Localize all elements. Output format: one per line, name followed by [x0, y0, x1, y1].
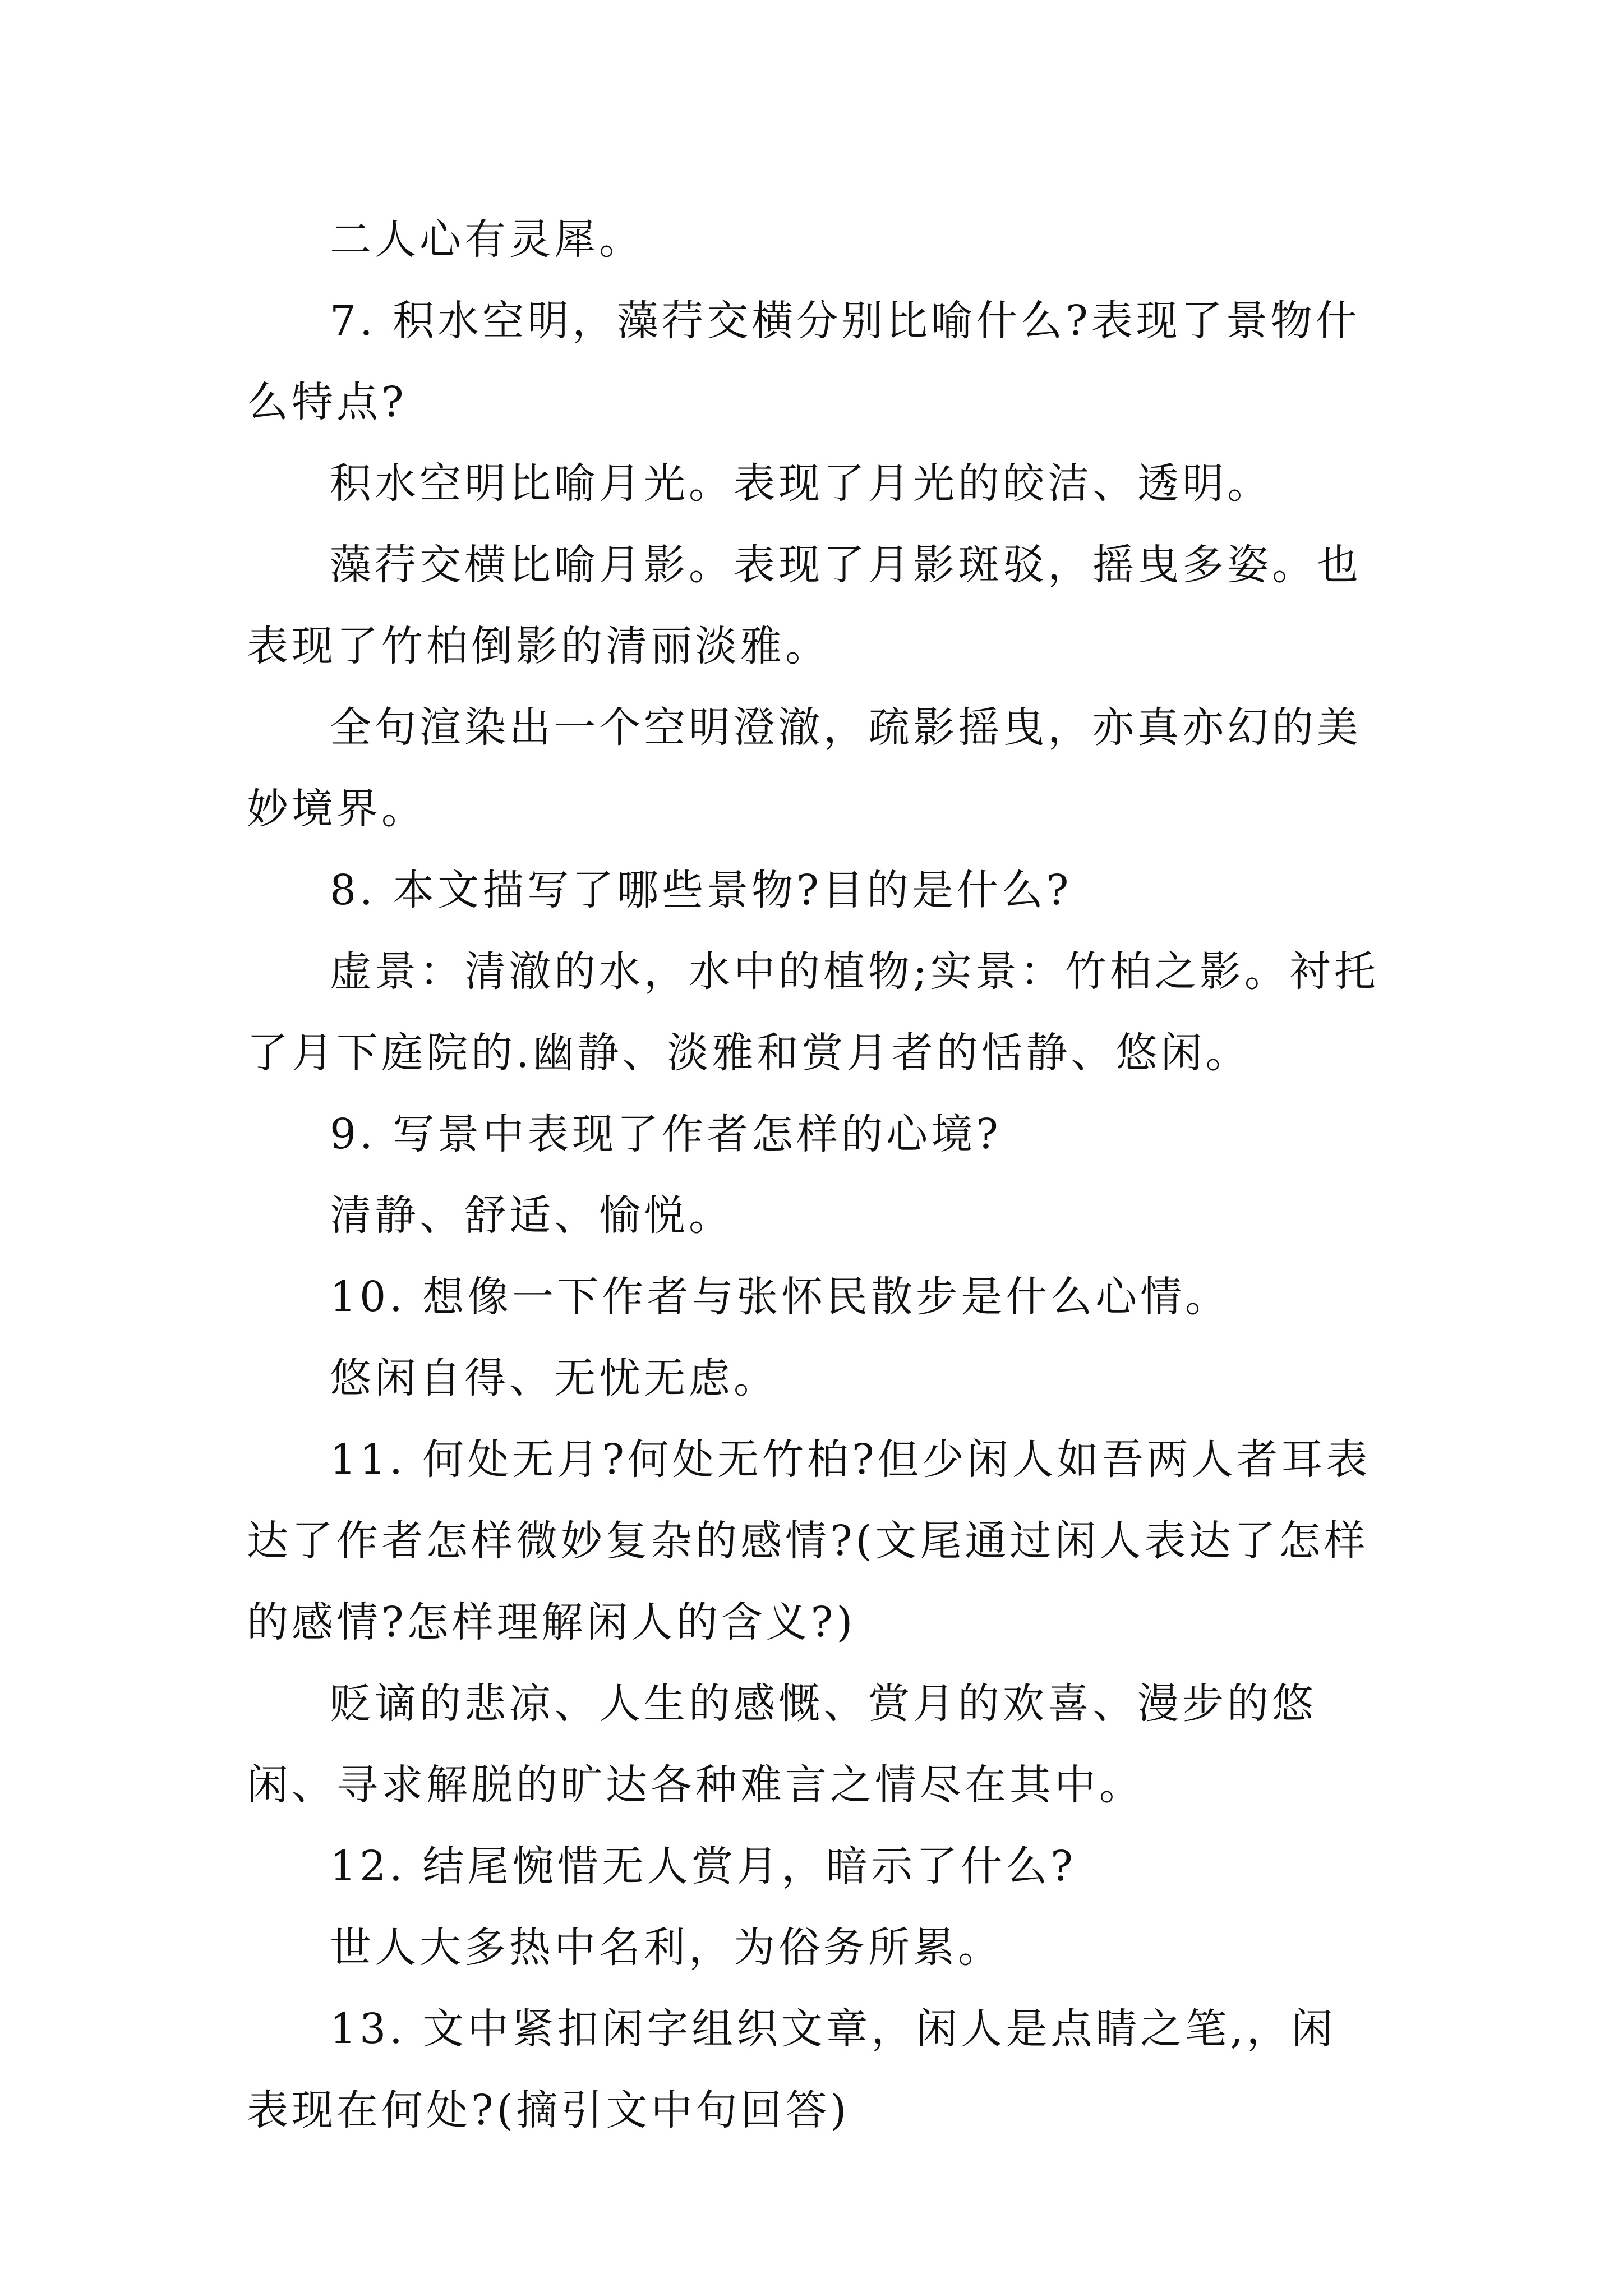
question-paragraph: 11. 何处无月?何处无竹柏?但少闲人如吾两人者耳表达了作者怎样微妙复杂的感情?(文尾通过闲人表达了怎样的感情?怎样理解闲人的含义?) — [247, 1435, 1371, 1646]
answer-paragraph: 世人大多热中名利，为俗务所累。 — [330, 1924, 1003, 1972]
answer-paragraph: 悠闲自得、无忧无虑。 — [330, 1354, 778, 1402]
answer-paragraph: 贬谪的悲凉、人生的感慨、赏月的欢喜、漫步的悠闲、寻求解脱的旷达各种难言之情尽在其中。 — [247, 1680, 1317, 1809]
document-body — [247, 199, 1380, 2151]
answer-paragraph: 藻荇交横比喻月影。表现了月影斑驳，摇曳多姿。也表现了竹柏倒影的清丽淡雅。 — [247, 541, 1362, 670]
question-paragraph: 9. 写景中表现了作者怎样的心境? — [330, 1110, 1002, 1158]
question-paragraph: 10. 想像一下作者与张怀民散步是什么心情。 — [330, 1273, 1230, 1321]
paragraph: 二人心有灵犀。 — [330, 215, 644, 264]
answer-paragraph: 清静、舒适、愉悦。 — [330, 1191, 734, 1240]
question-paragraph: 12. 结尾惋惜无人赏月，暗示了什么? — [330, 1842, 1076, 1890]
question-paragraph: 7. 积水空明，藻荇交横分别比喻什么?表现了景物什么特点? — [247, 297, 1361, 426]
answer-paragraph: 全句渲染出一个空明澄澈，疏影摇曳，亦真亦幻的美妙境界。 — [247, 703, 1362, 833]
question-paragraph: 8. 本文描写了哪些景物?目的是什么? — [330, 866, 1072, 914]
answer-paragraph: 积水空明比喻月光。表现了月光的皎洁、透明。 — [330, 459, 1272, 508]
question-paragraph: 13. 文中紧扣闲字组织文章，闲人是点睛之笔,，闲表现在何处?(摘引文中句回答) — [247, 2005, 1336, 2134]
answer-paragraph: 虚景：清澈的水，水中的植物;实景：竹柏之影。衬托了月下庭院的.幽静、淡雅和赏月者的恬静、悠闲。 — [247, 947, 1379, 1077]
